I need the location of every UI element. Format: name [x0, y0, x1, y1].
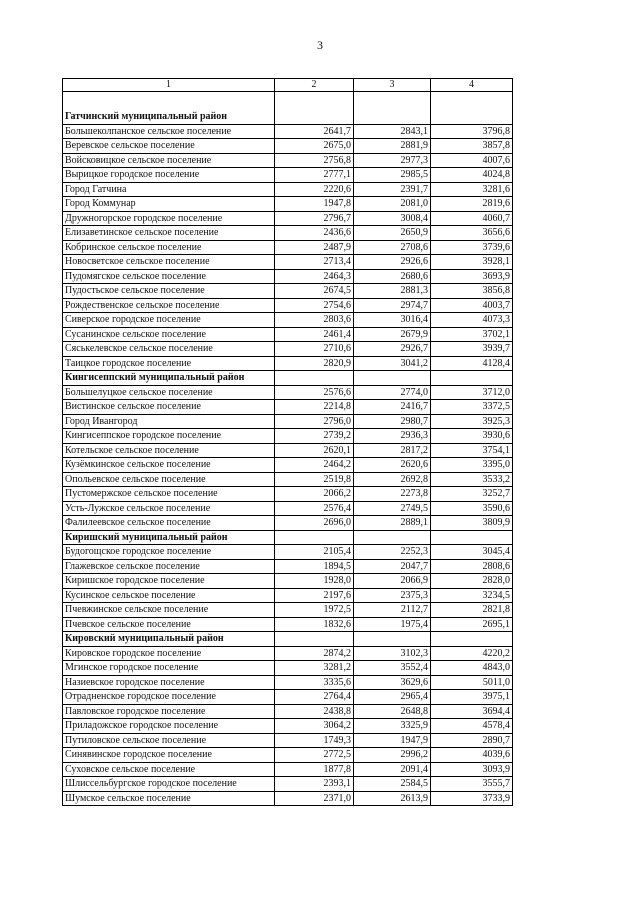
value-cell: 3325,9 — [354, 719, 431, 734]
value-cell: 2220,6 — [275, 182, 354, 197]
value-cell: 4039,6 — [431, 748, 513, 763]
value-cell: 2820,9 — [275, 356, 354, 371]
table-row — [63, 284, 513, 299]
value-cell: 3395,0 — [431, 458, 513, 473]
value-cell: 2881,3 — [354, 284, 431, 299]
value-cell: 2828,0 — [431, 574, 513, 589]
table-row — [63, 472, 513, 487]
spacer-row — [63, 92, 513, 111]
value-cell: 1832,6 — [275, 617, 354, 632]
value-cell: 2774,0 — [354, 385, 431, 400]
value-cell: 2066,2 — [275, 487, 354, 502]
name-cell: Павловское городское поселение — [63, 704, 275, 719]
name-cell: Фалилеевское сельское поселение — [63, 516, 275, 531]
value-cell: 3102,3 — [354, 646, 431, 661]
table-row — [63, 182, 513, 197]
value-cell: 1947,9 — [354, 733, 431, 748]
name-cell: Глажевское сельское поселение — [63, 559, 275, 574]
value-cell: 2996,2 — [354, 748, 431, 763]
value-cell: 1749,3 — [275, 733, 354, 748]
name-cell: Дружногорское городское поселение — [63, 211, 275, 226]
empty-cell — [275, 530, 354, 545]
name-cell: Опольевское сельское поселение — [63, 472, 275, 487]
name-cell: Пудомягское сельское поселение — [63, 269, 275, 284]
name-cell: Веревское сельское поселение — [63, 139, 275, 154]
name-cell: Сиверское городское поселение — [63, 313, 275, 328]
value-cell: 3739,6 — [431, 240, 513, 255]
value-cell: 2519,8 — [275, 472, 354, 487]
value-cell: 2680,6 — [354, 269, 431, 284]
value-cell: 4128,4 — [431, 356, 513, 371]
value-cell: 2756,8 — [275, 153, 354, 168]
value-cell: 2890,7 — [431, 733, 513, 748]
empty-cell — [275, 371, 354, 386]
value-cell: 3045,4 — [431, 545, 513, 560]
value-cell: 2692,8 — [354, 472, 431, 487]
value-cell: 2817,2 — [354, 443, 431, 458]
table-row — [63, 777, 513, 792]
value-cell: 4003,7 — [431, 298, 513, 313]
column-header-row — [63, 79, 513, 92]
empty-cell — [431, 371, 513, 386]
value-cell: 2679,9 — [354, 327, 431, 342]
empty-cell — [354, 371, 431, 386]
empty-cell — [431, 632, 513, 647]
district-name: Киришский муниципальный район — [63, 530, 275, 545]
value-cell: 2695,1 — [431, 617, 513, 632]
value-cell: 2393,1 — [275, 777, 354, 792]
empty-cell — [275, 92, 354, 111]
value-cell: 4220,2 — [431, 646, 513, 661]
column-header: 3 — [354, 79, 431, 92]
value-cell: 3733,9 — [431, 791, 513, 806]
value-cell: 1947,8 — [275, 197, 354, 212]
table-row — [63, 733, 513, 748]
value-cell: 2796,7 — [275, 211, 354, 226]
table-row — [63, 762, 513, 777]
value-cell: 2584,5 — [354, 777, 431, 792]
value-cell: 2980,7 — [354, 414, 431, 429]
value-cell: 3372,5 — [431, 400, 513, 415]
table-row — [63, 269, 513, 284]
value-cell: 2777,1 — [275, 168, 354, 183]
value-cell: 2889,1 — [354, 516, 431, 531]
value-cell: 2965,4 — [354, 690, 431, 705]
table-row — [63, 588, 513, 603]
value-cell: 2764,4 — [275, 690, 354, 705]
value-cell: 3656,6 — [431, 226, 513, 241]
value-cell: 4073,3 — [431, 313, 513, 328]
value-cell: 3939,7 — [431, 342, 513, 357]
empty-cell — [431, 110, 513, 124]
name-cell: Усть-Лужское сельское поселение — [63, 501, 275, 516]
value-cell: 4843,0 — [431, 661, 513, 676]
value-cell: 2708,6 — [354, 240, 431, 255]
value-cell: 3928,1 — [431, 255, 513, 270]
value-cell: 2803,6 — [275, 313, 354, 328]
name-cell: Будогощское городское поселение — [63, 545, 275, 560]
name-cell: Киришское городское поселение — [63, 574, 275, 589]
empty-cell — [431, 530, 513, 545]
value-cell: 2391,7 — [354, 182, 431, 197]
value-cell: 5011,0 — [431, 675, 513, 690]
value-cell: 2214,8 — [275, 400, 354, 415]
empty-cell — [354, 92, 431, 111]
value-cell: 3925,3 — [431, 414, 513, 429]
value-cell: 2710,6 — [275, 342, 354, 357]
district-name: Кингисеппский муниципальный район — [63, 371, 275, 386]
value-cell: 3008,4 — [354, 211, 431, 226]
value-cell: 4007,6 — [431, 153, 513, 168]
value-cell: 3856,8 — [431, 284, 513, 299]
table-row — [63, 356, 513, 371]
value-cell: 2105,4 — [275, 545, 354, 560]
value-cell: 4578,4 — [431, 719, 513, 734]
value-cell: 2464,2 — [275, 458, 354, 473]
value-cell: 2112,7 — [354, 603, 431, 618]
column-header: 1 — [63, 79, 275, 92]
value-cell: 3975,1 — [431, 690, 513, 705]
table-row — [63, 603, 513, 618]
name-cell: Пудостьское сельское поселение — [63, 284, 275, 299]
value-cell: 1972,5 — [275, 603, 354, 618]
value-cell: 2487,9 — [275, 240, 354, 255]
value-cell: 2648,8 — [354, 704, 431, 719]
value-cell: 3041,2 — [354, 356, 431, 371]
district-row — [63, 530, 513, 545]
table-row — [63, 661, 513, 676]
table-row — [63, 719, 513, 734]
table-row — [63, 414, 513, 429]
value-cell: 2252,3 — [354, 545, 431, 560]
value-cell: 3712,0 — [431, 385, 513, 400]
name-cell: Приладожское городское поселение — [63, 719, 275, 734]
value-cell: 3555,7 — [431, 777, 513, 792]
value-cell: 3702,1 — [431, 327, 513, 342]
value-cell: 3809,9 — [431, 516, 513, 531]
name-cell: Большеколпанское сельское поселение — [63, 124, 275, 139]
value-cell: 2713,4 — [275, 255, 354, 270]
value-cell: 2749,5 — [354, 501, 431, 516]
value-cell: 3064,2 — [275, 719, 354, 734]
district-name: Гатчинский муниципальный район — [63, 110, 275, 124]
table-row — [63, 139, 513, 154]
value-cell: 2772,5 — [275, 748, 354, 763]
value-cell: 3533,2 — [431, 472, 513, 487]
table-row — [63, 400, 513, 415]
column-header: 4 — [431, 79, 513, 92]
name-cell: Сяськелевское сельское поселение — [63, 342, 275, 357]
name-cell: Новосветское сельское поселение — [63, 255, 275, 270]
table-row — [63, 255, 513, 270]
table-row — [63, 211, 513, 226]
value-cell: 2416,7 — [354, 400, 431, 415]
name-cell: Суховское сельское поселение — [63, 762, 275, 777]
table-row — [63, 342, 513, 357]
value-cell: 3016,4 — [354, 313, 431, 328]
name-cell: Синявинское городское поселение — [63, 748, 275, 763]
value-cell: 4060,7 — [431, 211, 513, 226]
value-cell: 1975,4 — [354, 617, 431, 632]
table-row — [63, 675, 513, 690]
name-cell: Кировское городское поселение — [63, 646, 275, 661]
table-row — [63, 704, 513, 719]
table-row — [63, 168, 513, 183]
table-row — [63, 748, 513, 763]
value-cell: 3930,6 — [431, 429, 513, 444]
data-table — [62, 78, 513, 806]
name-cell: Вырицкое городское поселение — [63, 168, 275, 183]
table-row — [63, 646, 513, 661]
table-row — [63, 124, 513, 139]
value-cell: 3754,1 — [431, 443, 513, 458]
name-cell: Пчевское сельское поселение — [63, 617, 275, 632]
name-cell: Шумское сельское поселение — [63, 791, 275, 806]
value-cell: 2641,7 — [275, 124, 354, 139]
name-cell: Город Ивангород — [63, 414, 275, 429]
value-cell: 2273,8 — [354, 487, 431, 502]
name-cell: Кингисеппское городское поселение — [63, 429, 275, 444]
table-row — [63, 153, 513, 168]
empty-cell — [354, 110, 431, 124]
value-cell: 2197,6 — [275, 588, 354, 603]
value-cell: 3857,8 — [431, 139, 513, 154]
value-cell: 3796,8 — [431, 124, 513, 139]
name-cell: Пчевжинское сельское поселение — [63, 603, 275, 618]
value-cell: 2461,4 — [275, 327, 354, 342]
value-cell: 2675,0 — [275, 139, 354, 154]
name-cell: Елизаветинское сельское поселение — [63, 226, 275, 241]
value-cell: 2371,0 — [275, 791, 354, 806]
name-cell: Шлиссельбургское городское поселение — [63, 777, 275, 792]
page-number: 3 — [317, 38, 323, 52]
value-cell: 3281,2 — [275, 661, 354, 676]
table-row — [63, 559, 513, 574]
value-cell: 2620,1 — [275, 443, 354, 458]
district-row — [63, 632, 513, 647]
name-cell: Таицкое городское поселение — [63, 356, 275, 371]
value-cell: 2047,7 — [354, 559, 431, 574]
value-cell: 2464,3 — [275, 269, 354, 284]
value-cell: 2438,8 — [275, 704, 354, 719]
value-cell: 2808,6 — [431, 559, 513, 574]
value-cell: 3694,4 — [431, 704, 513, 719]
table-row — [63, 690, 513, 705]
column-header: 2 — [275, 79, 354, 92]
value-cell: 2819,6 — [431, 197, 513, 212]
empty-cell — [275, 632, 354, 647]
value-cell: 2620,6 — [354, 458, 431, 473]
name-cell: Котельское сельское поселение — [63, 443, 275, 458]
value-cell: 2821,8 — [431, 603, 513, 618]
table-row — [63, 458, 513, 473]
table-row — [63, 574, 513, 589]
value-cell: 2874,2 — [275, 646, 354, 661]
empty-cell — [63, 92, 275, 111]
empty-cell — [431, 92, 513, 111]
value-cell: 2650,9 — [354, 226, 431, 241]
value-cell: 2843,1 — [354, 124, 431, 139]
value-cell: 2926,7 — [354, 342, 431, 357]
name-cell: Путиловское сельское поселение — [63, 733, 275, 748]
value-cell: 3234,5 — [431, 588, 513, 603]
table-row — [63, 429, 513, 444]
table-row — [63, 791, 513, 806]
name-cell: Кузёмкинское сельское поселение — [63, 458, 275, 473]
name-cell: Вистинское сельское поселение — [63, 400, 275, 415]
table-row — [63, 545, 513, 560]
value-cell: 2081,0 — [354, 197, 431, 212]
value-cell: 2066,9 — [354, 574, 431, 589]
empty-cell — [354, 530, 431, 545]
name-cell: Большелуцкое сельское поселение — [63, 385, 275, 400]
value-cell: 2696,0 — [275, 516, 354, 531]
district-row — [63, 110, 513, 124]
value-cell: 2881,9 — [354, 139, 431, 154]
table-row — [63, 197, 513, 212]
value-cell: 2576,6 — [275, 385, 354, 400]
value-cell: 2375,3 — [354, 588, 431, 603]
name-cell: Войсковицкое сельское поселение — [63, 153, 275, 168]
value-cell: 3590,6 — [431, 501, 513, 516]
value-cell: 1877,8 — [275, 762, 354, 777]
empty-cell — [354, 632, 431, 647]
value-cell: 2796,0 — [275, 414, 354, 429]
name-cell: Сусанинское сельское поселение — [63, 327, 275, 342]
value-cell: 4024,8 — [431, 168, 513, 183]
name-cell: Назиевское городское поселение — [63, 675, 275, 690]
name-cell: Отрадненское городское поселение — [63, 690, 275, 705]
district-name: Кировский муниципальный район — [63, 632, 275, 647]
value-cell: 2926,6 — [354, 255, 431, 270]
value-cell: 3252,7 — [431, 487, 513, 502]
value-cell: 2576,4 — [275, 501, 354, 516]
table-row — [63, 327, 513, 342]
name-cell: Мгинское городское поселение — [63, 661, 275, 676]
value-cell: 2985,5 — [354, 168, 431, 183]
value-cell: 3693,9 — [431, 269, 513, 284]
value-cell: 2754,6 — [275, 298, 354, 313]
value-cell: 2613,9 — [354, 791, 431, 806]
value-cell: 2936,3 — [354, 429, 431, 444]
table-row — [63, 313, 513, 328]
district-row — [63, 371, 513, 386]
table-row — [63, 240, 513, 255]
table-row — [63, 516, 513, 531]
value-cell: 1928,0 — [275, 574, 354, 589]
value-cell: 2436,6 — [275, 226, 354, 241]
table-row — [63, 226, 513, 241]
name-cell: Город Коммунар — [63, 197, 275, 212]
name-cell: Рождественское сельское поселение — [63, 298, 275, 313]
value-cell: 1894,5 — [275, 559, 354, 574]
table-row — [63, 385, 513, 400]
value-cell: 2974,7 — [354, 298, 431, 313]
value-cell: 3281,6 — [431, 182, 513, 197]
value-cell: 3335,6 — [275, 675, 354, 690]
table-row — [63, 443, 513, 458]
value-cell: 2091,4 — [354, 762, 431, 777]
value-cell: 3093,9 — [431, 762, 513, 777]
value-cell: 3552,4 — [354, 661, 431, 676]
name-cell: Пустомержское сельское поселение — [63, 487, 275, 502]
value-cell: 2739,2 — [275, 429, 354, 444]
name-cell: Город Гатчина — [63, 182, 275, 197]
table-body — [63, 79, 513, 806]
value-cell: 2674,5 — [275, 284, 354, 299]
table-row — [63, 501, 513, 516]
name-cell: Кобринское сельское поселение — [63, 240, 275, 255]
empty-cell — [275, 110, 354, 124]
table-row — [63, 617, 513, 632]
table-row — [63, 487, 513, 502]
value-cell: 3629,6 — [354, 675, 431, 690]
table-row — [63, 298, 513, 313]
value-cell: 2977,3 — [354, 153, 431, 168]
name-cell: Кусинское сельское поселение — [63, 588, 275, 603]
